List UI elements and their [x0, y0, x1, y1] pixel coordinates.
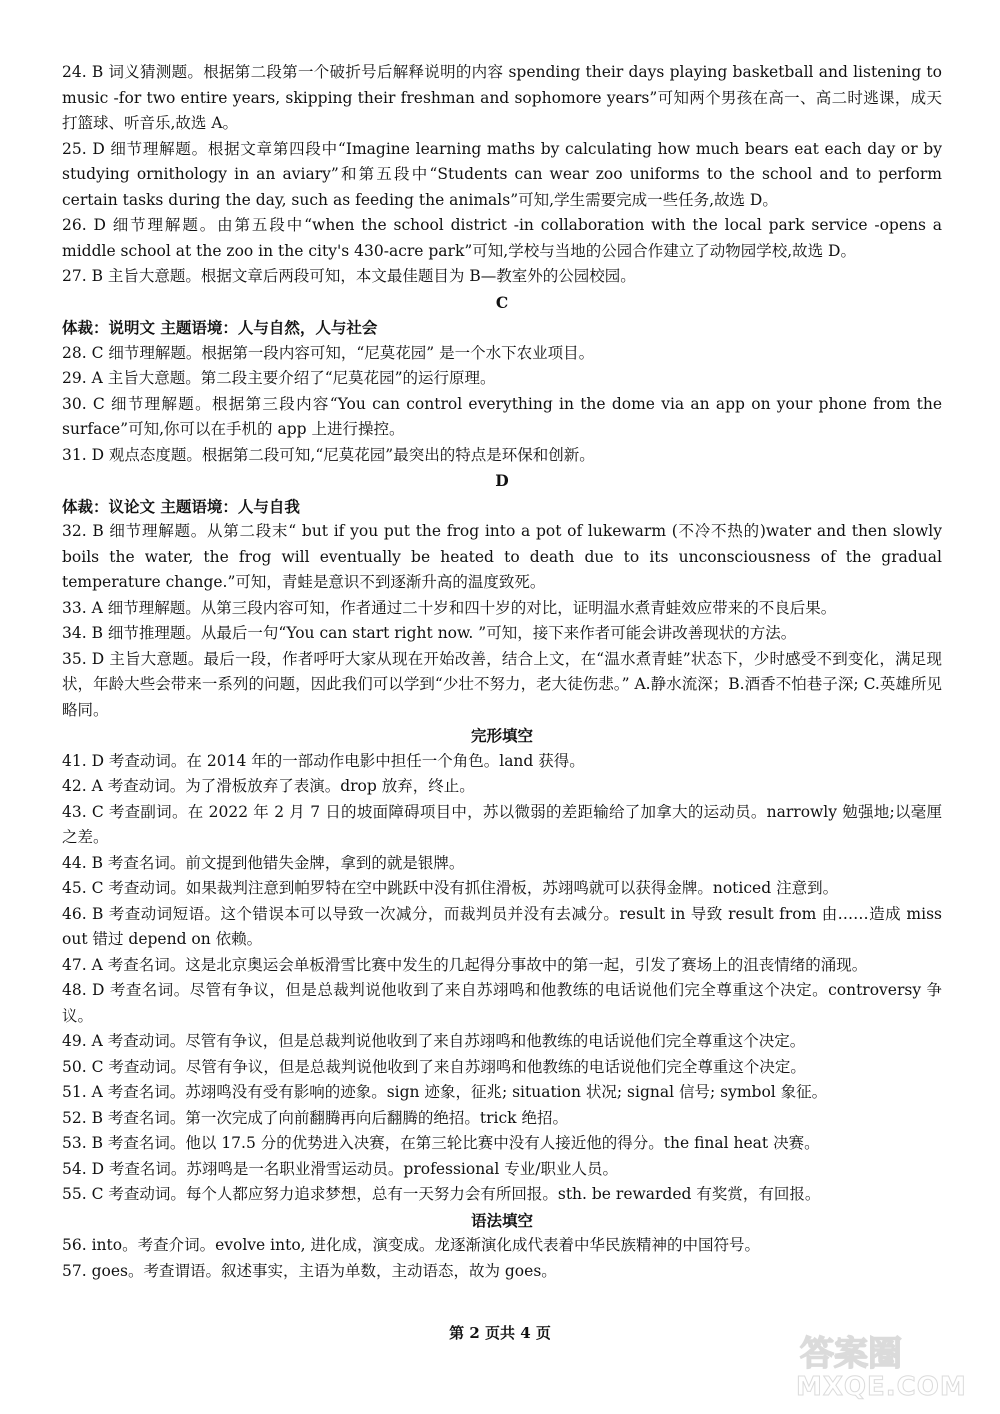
- answer-explanation: 56. into。考查介词。evolve into, 进化成，演变成。龙逐渐演化成代表着中华民族精神的中国符号。: [62, 1236, 761, 1254]
- answer-explanation: 42. A 考查动词。为了滑板放弃了表演。drop 放弃，终止。: [62, 777, 475, 795]
- section-title: D: [495, 471, 509, 490]
- answer-explanation: 41. D 考查动词。在 2014 年的一部动作电影中担任一个角色。land 获得。: [62, 751, 585, 770]
- answer-explanation: 32. B 细节理解题。从第二段末“ but if you put the frog into a pot of lukewarm (不冷不热的)water and then slowly boils the water, the frog will eventually be heated to death due to its unconsciousness of the gradual temperature change.”可知，青蛙是意识不到逐渐升高的温度致死。: [62, 522, 942, 591]
- genre-heading: 体裁：议论文 主题语境：人与自我: [62, 496, 300, 516]
- answer-explanation: 30. C 细节理解题。根据第三段内容“You can control everything in the dome via an app on your phone from the surface”可知,你可以在手机的 app 上进行操控。: [62, 394, 942, 438]
- section-title: C: [495, 292, 509, 312]
- answer-explanation: 43. C 考查副词。在 2022 年 2 月 7 日的坡面障碍项目中，苏以微弱的差距输给了加拿大的运动员。narrowly 勉强地;以毫厘之差。: [62, 802, 942, 846]
- answer-explanation: 24. B 词义猜测题。根据第二段第一个破折号后解释说明的内容 spending their days playing basketball and listening to music -for two entire years, skipping their freshman and sophomore years”可知两个男孩在高一、高二时逃课，成天打篮球、听音乐,故选 A。: [62, 63, 942, 132]
- section-title: 完形填空: [470, 726, 533, 745]
- answer-explanation: 46. B 考查动词短语。这个错误本可以导致一次减分，而裁判员并没有去减分。result in 导致 result from 由……造成 miss out 错过 depend on 依赖。: [62, 904, 942, 948]
- answer-explanation: 54. D 考查名词。苏翊鸣是一名职业滑雪运动员。professional 专业/职业人员。: [62, 1159, 619, 1178]
- answer-explanation: 34. B 细节推理题。从最后一句“You can start right now. ”可知，接下来作者可能会讲改善现状的方法。: [62, 624, 797, 642]
- answer-explanation: 35. D 主旨大意题。最后一段，作者呼吁大家从现在开始改善，结合上文，在“温水煮青蛙”状态下，少时感受不到变化，满足现状，年龄大些会带来一系列的问题，因此我们可以学到“少壮不努力，老大徒伤悲。” A.静水流深；B.酒香不怕巷子深; C.英雄所见略同。: [62, 649, 942, 719]
- answer-explanation: 55. C 考查动词。每个人都应努力追求梦想，总有一天努力会有所回报。sth. be rewarded 有奖赏，有回报。: [62, 1185, 821, 1203]
- answer-explanation: 31. D 观点态度题。根据第二段可知,“尼莫花园”最突出的特点是环保和创新。: [62, 445, 595, 464]
- answer-explanation: 33. A 细节理解题。从第三段内容可知，作者通过二十岁和四十岁的对比，证明温水煮青蛙效应带来的不良后果。: [62, 598, 837, 617]
- answer-explanation: 49. A 考查动词。尽管有争议，但是总裁判说他收到了来自苏翊鸣和他教练的电话说他们完全尊重这个决定。: [62, 1032, 806, 1050]
- answer-explanation: 25. D 细节理解题。根据文章第四段中“Imagine learning maths by calculating how much bears eat each day or by studying ornithology in an aviary”和第五段中“Students can wear zoo uniforms to the school and to perform certain tasks during the day, such as feeding the animals”可知,学生需要完成一些任务,故选 D。: [62, 139, 942, 209]
- watermark-text-top: 答案圈: [800, 1334, 902, 1374]
- watermark-logo: [790, 1326, 990, 1406]
- answer-explanation: 27. B 主旨大意题。根据文章后两段可知，本文最佳题目为 B—教室外的公园校园。: [62, 267, 636, 285]
- page-number: 第 2 页共 4 页: [449, 1324, 551, 1342]
- answer-explanation: 52. B 考查名词。第一次完成了向前翻腾再向后翻腾的绝招。trick 绝招。: [62, 1108, 568, 1127]
- answer-explanation: 53. B 考查名词。他以 17.5 分的优势进入决赛，在第三轮比赛中没有人接近他的得分。the final heat 决赛。: [62, 1134, 820, 1152]
- answer-explanation: 48. D 考查名词。尽管有争议，但是总裁判说他收到了来自苏翊鸣和他教练的电话说他们完全尊重这个决定。controversy 争议。: [62, 981, 942, 1025]
- answer-explanation: 28. C 细节理解题。根据第一段内容可知，“尼莫花园” 是一个水下农业项目。: [62, 343, 595, 362]
- answer-explanation: 57. goes。考查谓语。叙述事实，主语为单数，主动语态，故为 goes。: [62, 1261, 557, 1280]
- genre-heading: 体裁：说明文 主题语境：人与自然，人与社会: [62, 318, 378, 337]
- answer-explanation: 45. C 考查动词。如果裁判注意到帕罗特在空中跳跃中没有抓住滑板，苏翊鸣就可以获得金牌。noticed 注意到。: [62, 879, 839, 897]
- answer-key-page: [62, 60, 942, 1284]
- answer-explanation: 47. A 考查名词。这是北京奥运会单板滑雪比赛中发生的几起得分事故中的第一起，引发了赛场上的沮丧情绪的涌现。: [62, 955, 868, 974]
- answer-explanation: 29. A 主旨大意题。第二段主要介绍了“尼莫花园”的运行原理。: [62, 369, 496, 387]
- answer-explanation: 51. A 考查名词。苏翊鸣没有受有影响的迹象。sign 迹象，征兆; situation 状况; signal 信号; symbol 象征。: [62, 1083, 828, 1101]
- answer-explanation: 44. B 考查名词。前文提到他错失金牌，拿到的就是银牌。: [62, 853, 465, 872]
- watermark-text-bottom: MXQE.COM: [796, 1372, 967, 1402]
- answer-explanation: 50. C 考查动词。尽管有争议，但是总裁判说他收到了来自苏翊鸣和他教练的电话说他们完全尊重这个决定。: [62, 1057, 806, 1076]
- answer-explanation: 26. D 细节理解题。由第五段中“when the school district -in collaboration with the local park service -opens a middle school at the zoo in the city's 430-acre park”可知,学校与当地的公园合作建立了动物园学校,故选 D。: [62, 216, 942, 260]
- section-title: 语法填空: [470, 1210, 533, 1230]
